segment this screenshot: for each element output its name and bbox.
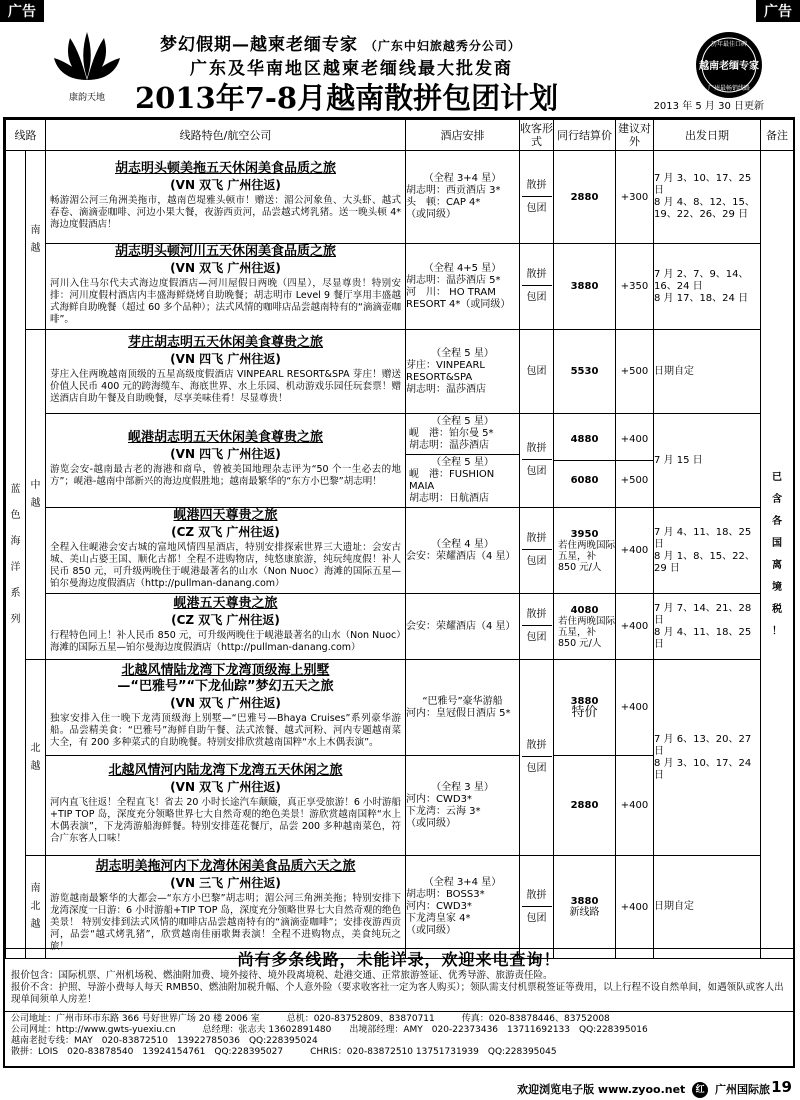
footer-headline: 尚有多条线路，未能详录，欢迎来电查询！	[237, 950, 561, 969]
route-air: (VN 四飞 广州往返)	[170, 447, 281, 461]
route-cell	[46, 594, 406, 660]
route-air: (CZ 双飞 广州往返)	[171, 613, 280, 627]
header-line1: 梦幻假期—越柬老缅专家 （广东中妇旅越秀分公司）	[160, 35, 521, 55]
route-title: 胡志明美拖河内下龙湾休闲美食品质六天之旅	[95, 858, 356, 874]
table-row	[6, 856, 794, 959]
collect-cell: 散拼 包团	[520, 151, 554, 244]
page-number: 19	[771, 1078, 792, 1096]
hotel-cell: “巴雅号”豪华游船 河内：皇冠假日酒店 5*	[406, 660, 520, 756]
route-title: 北越风情河内陆龙湾下龙湾五天休闲之旅	[108, 763, 343, 778]
collect-cell: 散拼 包团	[520, 594, 554, 660]
route-air: (VN 三飞 广州往返)	[170, 875, 281, 890]
route-desc: 全程入住岘港会安古城的富地风情四星酒店，特别安排探索世界三大遗址：会安古城、美山占婆王国、顺化古都！全程不进购物店，纯悠康旅游，纯玩纯度假！补人民币 850 元，可升级两晚住于岘港最著名的山水（Non Nuoc）海滩的国际五星—铂尔曼海边度假酒店（http://pullman-danang.com）	[50, 542, 401, 589]
price-cell: 2880	[554, 756, 616, 856]
lotus-logo-icon	[52, 28, 122, 86]
route-cell	[46, 330, 406, 414]
region-south: 南 越	[26, 151, 46, 330]
table-row	[6, 151, 794, 244]
col-region: 线路	[6, 120, 46, 151]
col-price: 同行结算价	[554, 120, 616, 151]
table-row	[6, 660, 794, 756]
visa-cell: +500	[616, 330, 654, 414]
ad-badge-left: 广告	[0, 0, 44, 22]
route-cell	[46, 660, 406, 756]
price-option-b: 6080	[570, 475, 599, 486]
route-air: (VN 双飞 广州往返)	[170, 696, 281, 710]
price-cell: 3880 特价	[554, 660, 616, 756]
route-cell	[46, 508, 406, 594]
col-collect: 收客形式	[520, 120, 554, 151]
dates-cell: 7 月 4、11、18、25 日 8 月 1、8、15、22、29 日	[654, 508, 761, 594]
col-route: 线路特色/航空公司	[46, 120, 406, 151]
svg-text:广州最畅销线路: 广州最畅销线路	[707, 85, 751, 92]
col-note: 备注	[761, 120, 794, 151]
region-southnorth: 南 北 越	[26, 856, 46, 959]
note-cell: 已 含 各 国 离 境 税 ！	[761, 151, 794, 959]
page-title: 2013年7-8月越南散拼包团计划	[135, 81, 559, 115]
route-title: 岘港胡志明五天休闲美食尊贵之旅	[127, 430, 323, 445]
company-address: 公司地址：广州市环市东路 366 号好世界广场 20 楼 2006 室 总机：020-83752809、83870711 传真：020-83878446、83752008	[11, 1014, 610, 1024]
table-row	[6, 508, 794, 594]
route-air: (VN 双飞 广州往返)	[170, 177, 281, 192]
visa-cell: +400	[616, 660, 654, 756]
collect-cell: 散拼 包团	[520, 508, 554, 594]
price-cell: 3950 若住两晚国际五星，补 850 元/人	[554, 508, 616, 594]
route-desc: 河川入住马尔代夫式海边度假酒店—河川屋假日两晚（四星），尽显尊贵！特别安排：河川度假村酒店内丰盛海鲜烧烤自助晚餐；胡志明市 Level 9 餐厅享用丰盛越式海鲜自助晚餐（超过 60 多个品种）；法式风情的咖啡店品尝越南特有的“滴滴壶咖啡”。	[50, 278, 401, 325]
price-cell: 3880	[554, 244, 616, 330]
route-title: 岘港五天尊贵之旅	[173, 596, 278, 611]
route-desc: 游览会安-越南最古老的海港和商阜，曾被美国地理杂志评为“50 个一生必去的地方”；岘港-越南中部新兴的海边度假胜地；越南最繁华的“东方小巴黎”胡志明！	[50, 464, 401, 487]
route-cell	[46, 414, 406, 508]
series-label	[6, 151, 26, 959]
collect-cell: 散拼 包团	[520, 660, 554, 856]
price-option-a: 4880	[554, 420, 615, 461]
series-text: 蓝 色 海 洋 系 列	[10, 483, 21, 625]
bottom-paper: 广州国际旅	[715, 1083, 770, 1096]
company-website[interactable]: 公司网址：http://www.gwts-yuexiu.cn 总经理：张志夫 13602891480 出境部经理：AMY 020-22373436 13711692133 QQ:228395016	[11, 1025, 648, 1035]
route-title: 岘港四天尊贵之旅	[173, 508, 278, 523]
route-air: (VN 双飞 广州往返)	[170, 780, 281, 794]
route-title: 北越风情陆龙湾下龙湾顶级海上别墅	[121, 663, 330, 678]
bottom-site[interactable]: 欢迎浏览电子版 www.zyoo.net	[517, 1083, 686, 1096]
page-bottom-bar	[0, 1075, 800, 1100]
collect-cell: 散拼 包团	[520, 414, 554, 508]
hotel-cell: （全程 3+4 星） 胡志明：西贡酒店 3* 头 顿：CAP 4* （或同级）	[406, 151, 520, 244]
contact-block	[5, 1011, 793, 1058]
table-row	[6, 330, 794, 414]
hotel-cell: （全程 4 星） 会安：荣耀酒店（4 星）	[406, 508, 520, 594]
table-row	[6, 414, 794, 508]
route-title: 芽庄胡志明五天休闲美食尊贵之旅	[127, 335, 323, 350]
hotel-cell: （全程 3 星） 河内：CWD3* 下龙湾：云海 3* （或同级）	[406, 756, 520, 856]
route-air: (CZ 双飞 广州往返)	[171, 525, 280, 539]
route-title: 胡志明头顿美拖五天休闲美食品质之旅	[114, 160, 336, 176]
route-title: 胡志明头顿河川五天休闲美食品质之旅	[114, 244, 336, 259]
route-air: (VN 四飞 广州往返)	[170, 352, 281, 366]
price-cell: 3880 新线路	[554, 856, 616, 959]
group-contacts: 散拼：LOIS 020-83878540 13924154761 QQ:228395027 CHRIS：020-83872510 13751731939 QQ:228395045	[11, 1047, 557, 1057]
col-dates: 出发日期	[654, 120, 761, 151]
tour-table	[5, 119, 794, 959]
header-line2: 广东及华南地区越柬老缅线最大批发商	[190, 59, 513, 79]
route-cell	[46, 151, 406, 244]
route-desc: 畅游湄公河三角洲美拖市，越南芭堤雅头顿市！赠送：湄公河象鱼、大头虾、越式春卷、滴滴壶咖啡、河边小果大餐，夜游西贡河，品尝越式烤乳猪。送一晚头顿 4*海边度假酒店！	[50, 194, 401, 230]
table-header-row	[6, 120, 794, 151]
collect-cell: 包团	[520, 330, 554, 414]
route-desc: 独家安排入住一晚下龙湾顶级海上别墅—“巴雅号—Bhaya Cruises”系列豪华游船。品尝精美食：“巴雅号”海鲜自助午餐、法式浓餐、越式河粉、河内专题越南菜大全，有 200 多种菜式的自助晚餐。特别安排欣赏越南国粹“水上木偶表演”。	[50, 713, 401, 748]
route-cell	[46, 244, 406, 330]
visa-cell: +400	[616, 756, 654, 856]
col-visa: 建议对外	[616, 120, 654, 151]
svg-text:历年最佳口碑: 历年最佳口碑	[710, 41, 748, 48]
visa-cell: +400 +500	[616, 414, 654, 508]
col-hotel: 酒店安排	[406, 120, 520, 151]
visa-cell: +400	[616, 856, 654, 959]
footer	[5, 948, 793, 1068]
price-cell: 4080 若住两晚国际五星，补 850 元/人	[554, 594, 616, 660]
svg-text:越南老缅专家: 越南老缅专家	[699, 61, 759, 72]
vietnam-hotline: 越南老挝专线：MAY 020-83872510 13922785036 QQ:228395024	[11, 1036, 318, 1046]
paper-logo-icon: 红	[692, 1082, 708, 1098]
seal-badge	[694, 30, 764, 100]
route-cell	[46, 756, 406, 856]
dates-cell: 7 月 6、13、20、27 日 8 月 3、10、17、24 日	[654, 660, 761, 856]
visa-cell: +300	[616, 151, 654, 244]
visa-cell: +400	[616, 508, 654, 594]
visa-cell: +350	[616, 244, 654, 330]
ad-badge-right: 广告	[756, 0, 800, 22]
route-desc: 行程特色同上！补人民币 850 元，可升级两晚住于岘港最著名的山水（Non Nuoc）海滩的国际五星—铂尔曼海边度假酒店（http://pullman-danang.com）	[50, 630, 401, 653]
dates-cell: 7 月 3、10、17、25 日 8 月 4、8、12、15、19、22、26、29 日	[654, 151, 761, 244]
route-title2: —“巴雅号”“下龙仙踪”梦幻五天之旅	[117, 679, 334, 694]
logo-caption: 康韵天地	[68, 93, 105, 103]
dates-cell: 7 月 15 日	[654, 414, 761, 508]
price-cell	[554, 414, 616, 508]
dates-cell: 日期自定	[654, 330, 761, 414]
table-row	[6, 594, 794, 660]
price-include: 报价包含：国际机票、广州机场税、燃油附加费、境外接待、境外段离境税、赴港交通、正常旅游签证、优秀导游、旅游责任险。	[11, 970, 553, 981]
route-desc: 游览越南最繁华的大都会—“东方小巴黎”胡志明；湄公河三角洲美拖；特别安排下龙湾深度一日游：6 小时游船+TIP TOP 岛，深度充分领略世界七大自然奇观的绝色美景！ 特别安排到法式风情的咖啡店品尝越南特有的“滴滴壶咖啡”；安排夜游西贡河，品尝“越式烤乳猪”，欣赏越南佳丽歌舞表演！全程不进购物点，美食纯玩之旅！	[50, 892, 401, 952]
company-logo	[52, 28, 122, 103]
bottom-credit	[517, 1081, 770, 1098]
hotel-cell: （全程 5 星） 芽庄：VINPEARL RESORT&SPA 胡志明：温莎酒店	[406, 330, 520, 414]
route-desc: 河内直飞往返！全程直飞！省去 20 小时长途汽车颠簸，真正享受旅游！6 小时游船+TIP TOP 岛，深度充分领略世界七大自然奇观的绝色美景！游欣赏越南国粹“水上木偶表演”，下龙湾游船海鲜餐。特别安排莲花餐厅，品尝 200 多种越南菜色，符合广东客人口味！	[50, 797, 401, 844]
hotel-cell: （全程 3+4 星） 胡志明：BOSS3* 河内：CWD3* 下龙湾皇家 4* （或同级）	[406, 856, 520, 959]
route-desc: 芽庄入住两晚越南顶级的五星高级度假酒店 VINPEARL RESORT&SPA 芽庄！赠送价值人民币 400 元的跨海缆车、海底世界、水上乐园、机动游戏乐园任玩套票！赠送酒店自助午餐及自助晚餐，尽享美味佳肴！尽显尊贵！	[50, 369, 401, 404]
collect-cell: 散拼 包团	[520, 856, 554, 959]
region-north: 北 越	[26, 660, 46, 856]
price-cell: 5530	[554, 330, 616, 414]
dates-cell: 日期自定	[654, 856, 761, 959]
seal-icon	[694, 30, 764, 100]
hotel-cell: （全程 5 星） 岘 港：铂尔曼 5* 胡志明：温莎酒店 （全程 5 星） 岘 港：FUSHION MAIA 胡志明：日航酒店	[406, 414, 520, 508]
hotel-cell: 会安：荣耀酒店（4 星）	[406, 594, 520, 660]
route-air: (VN 双飞 广州往返)	[170, 261, 281, 275]
visa-cell: +400	[616, 594, 654, 660]
dates-cell: 7 月 2、7、9、14、16、24 日 8 月 17、18、24 日	[654, 244, 761, 330]
region-central: 中 越	[26, 330, 46, 660]
route-cell	[46, 856, 406, 959]
price-exclude: 报价不含：护照、导游小费每人每天 RMB50、燃油附加税升幅、个人意外险（要求收客社一定为客人购买）；领队需支付机票税签证等费用，以上行程不设自然单间，如遇领队或客人出现单间须单人房差！	[11, 982, 784, 1005]
dates-cell: 7 月 7、14、21、28 日 8 月 4、11、18、25 日	[654, 594, 761, 660]
table-row	[6, 244, 794, 330]
price-cell: 2880	[554, 151, 616, 244]
updated-date: 2013 年 5 月 30 日更新	[653, 101, 764, 112]
hotel-cell: （全程 4+5 星） 胡志明：温莎酒店 5* 河 川： HO TRAM RESORT 4*（或同级）	[406, 244, 520, 330]
header-line1-sub: （广东中妇旅越秀分公司）	[364, 39, 521, 53]
collect-cell: 散拼 包团	[520, 244, 554, 330]
